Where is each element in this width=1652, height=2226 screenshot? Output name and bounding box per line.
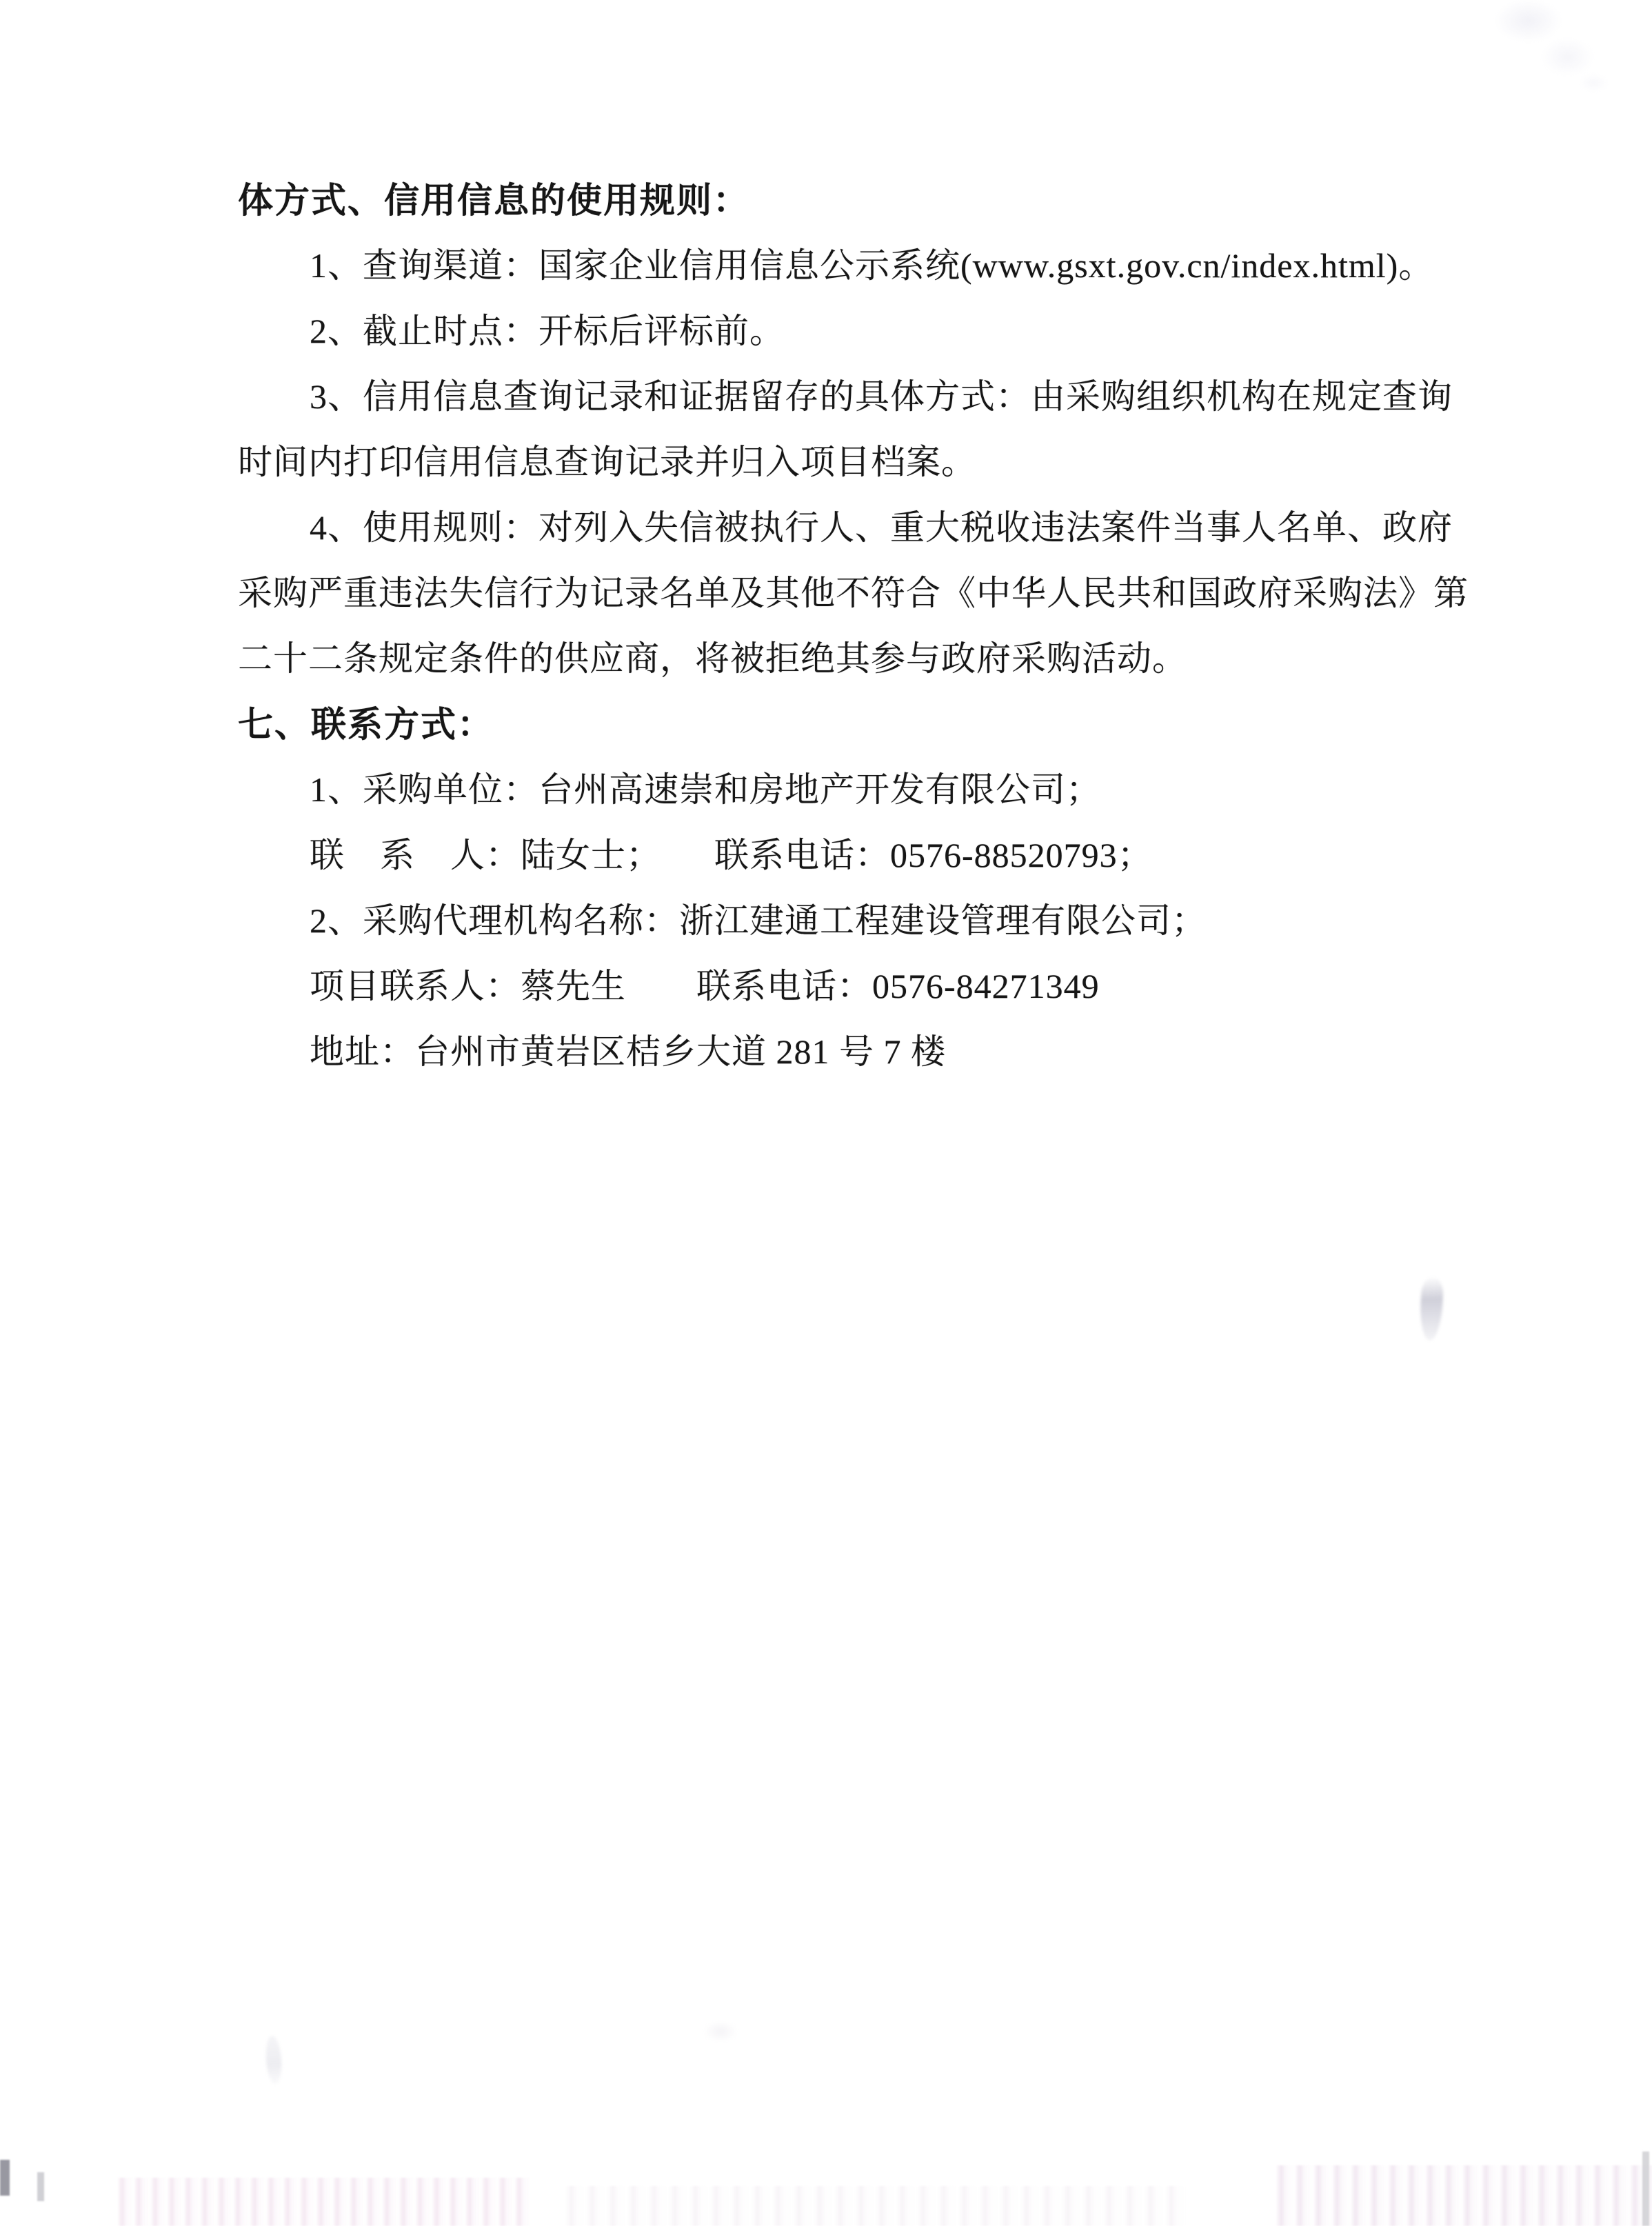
item-purchaser: 1、采购单位：台州高速崇和房地产开发有限公司； — [310, 770, 1101, 809]
document-text-block — [238, 168, 1469, 1085]
item-record-retention-line2: 时间内打印信用信息查询记录并归入项目档案。 — [238, 443, 976, 481]
item-usage-rules-line1: 4、使用规则：对列入失信被执行人、重大税收违法案件当事人名单、政府 — [310, 508, 1453, 547]
scan-smudge-bottom-blob — [703, 2021, 738, 2043]
scan-mark-bottom-edge-2 — [37, 2172, 44, 2201]
item-record-retention-line1: 3、信用信息查询记录和证据留存的具体方式：由采购组织机构在规定查询 — [310, 377, 1453, 416]
heading-contact-info: 七、联系方式： — [238, 705, 494, 744]
scan-streaks-bottom-mid — [565, 2186, 1186, 2226]
scan-smudge-lower-left — [265, 2035, 283, 2084]
scan-mark-bottom-edge-3 — [1642, 2152, 1649, 2226]
item-purchaser-contact: 联 系 人：陆女士； 联系电话：0576-88520793； — [310, 836, 1153, 874]
scan-mark-bottom-edge-1 — [0, 2160, 10, 2196]
item-deadline: 2、截止时点：开标后评标前。 — [310, 312, 785, 350]
item-query-channel: 1、查询渠道：国家企业信用信息公示系统(www.gsxt.gov.cn/index.html)。 — [310, 246, 1434, 285]
item-agency-address: 地址：台州市黄岩区桔乡大道 281 号 7 楼 — [310, 1032, 946, 1071]
item-usage-rules-line2: 采购严重违法失信行为记录名单及其他不符合《中华人民共和国政府采购法》第 — [238, 574, 1469, 612]
item-usage-rules-line3: 二十二条规定条件的供应商，将被拒绝其参与政府采购活动。 — [238, 639, 1187, 678]
item-agency-contact: 项目联系人：蔡先生 联系电话：0576-84271349 — [310, 967, 1100, 1005]
item-agency: 2、采购代理机构名称：浙江建通工程建设管理有限公司； — [310, 901, 1207, 940]
heading-continued-credit-rules: 体方式、信用信息的使用规则： — [238, 181, 750, 220]
scan-streaks-bottom-left — [117, 2178, 531, 2226]
scan-streaks-bottom-right — [1276, 2165, 1652, 2226]
scan-smudge-mid-right — [1419, 1276, 1444, 1341]
scan-smudge-top-right — [1482, 0, 1613, 103]
